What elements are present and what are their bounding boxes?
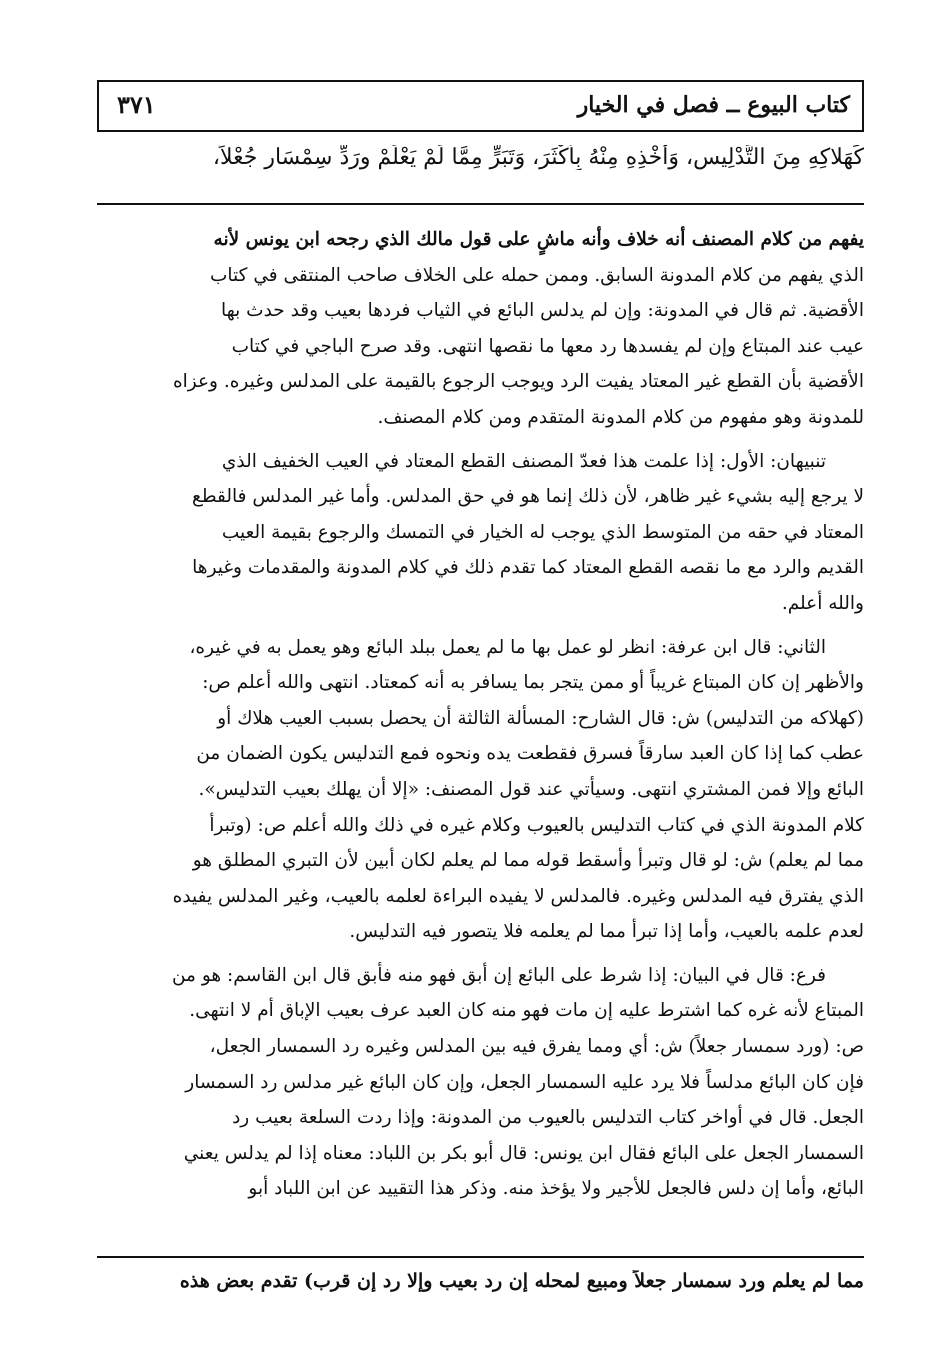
text-line: لا يرجع إليه بشيء غير ظاهر، لأن ذلك إنما هو في حق المدلس. وأما غير المدلس فالقطع [191,486,864,508]
text-line: تنبيهان: الأول: إذا علمت هذا فعدّ المصنف القطع المعتاد في العيب الخفيف الذي [221,450,826,472]
text-line: الجعل. قال في أواخر كتاب التدليس بالعيوب من المدونة: وإذا ردت السلعة بعيب رد [232,1107,864,1129]
text-line: الذي يفهم من كلام المدونة السابق. وممن حمله على الخلاف صاحب المنتقى في كتاب [210,264,864,286]
text-line: المبتاع لأنه غره كما اشترط عليه إن مات فهو منه كان العبد عرف بعيب الإباق أم لا انتهى. [189,1000,864,1022]
text-line: كلام المدونة الذي في كتاب التدليس بالعيوب وكلام غيره في ذلك والله أعلم ص: (وتبرأ [209,814,864,836]
text-line: والله أعلم. [781,592,864,614]
commentary-body [97,222,864,1215]
bottom-divider [97,1256,864,1258]
text-line: الثاني: قال ابن عرفة: انظر لو عمل بها ما لم يعمل ببلد البائع وهو يعمل به في غيره، [189,636,826,658]
text-line: البائع، وأما إن دلس فالجعل للأجير ولا يؤخذ منه. وذكر هذا التقييد عن ابن اللباد أبو [248,1178,864,1200]
text-line: للمدونة وهو مفهوم من كلام المدونة المتقدم ومن كلام المصنف. [377,406,864,428]
paragraph [97,630,864,950]
matn-text-top: كَهَلاكِهِ مِنَ التَّدْلِيسِ، وَأَخْذِهِ مِنْهُ بِأَكْثَرَ، وَتَبَرٍّ مِمَّا لَمْ يَعْلَمْ ورَدِّ سِمْسَارٍ جُعْلاً، [212,145,864,170]
paragraph [97,958,864,1207]
text-line: الأقضية بأن القطع غير المعتاد يفيت الرد ويوجب الرجوع بالقيمة على المدلس وغيره. وعزاه [172,371,864,393]
text-line: فرع: قال في البيان: إذا شرط على البائع إن أبق فهو منه فأبق قال ابن القاسم: هو من [171,964,826,986]
matn-text-bottom: مما لم يعلم ورد سمسار جعلاً ومبيع لمحله إن رد بعيب وإلا رد إن قرب) تقدم بعض هذه [179,1270,864,1292]
text-line: الأقضية. ثم قال في المدونة: وإن لم يدلس البائع في الثياب فردها بعيب وقد حدث بها [220,300,864,322]
text-line: (كهلاكه من التدليس) ش: قال الشارح: المسألة الثالثة أن يحصل بسبب العيب هلاك أو [217,707,864,729]
paragraph [97,222,864,436]
text-line: المعتاد في حقه من المتوسط الذي يوجب له الخيار في التمسك والرجوع بقيمة العيب [221,521,864,543]
text-line: مما لم يعلم) ش: لو قال وتبرأ وأسقط قوله مما لم يعلم لكان أبين لأن التبري المطلق هو [192,850,864,872]
header-title: كتاب البيوع ــ فصل في الخيار [577,92,850,118]
text-line: عطب كما إذا كان العبد سارقاً فسرق فقطعت يده ونحوه فمع التدليس يكون الضمان من [196,743,864,765]
paragraph [97,444,864,622]
text-line: البائع وإلا فمن المشتري انتهى. وسيأتي عند قول المصنف: «إلا أن يهلك بعيب التدليس». [198,778,864,800]
text-line: السمسار الجعل على البائع فقال ابن يونس: قال أبو بكر بن اللباد: معناه إذا لم يدلس يعني [183,1142,864,1164]
top-divider [97,203,864,205]
page-number: ٣٧١ [117,90,156,119]
text-line: الذي يفترق فيه المدلس وغيره. فالمدلس لا يفيده البراءة لعلمه بالعيب، وغير المدلس يفيده [172,885,864,907]
text-line: والأظهر إن كان المبتاع غريباً أو ممن يتجر بما يسافر به أنه كمعتاد. انتهى والله أعلم ص: [202,672,864,694]
text-line: ص: (ورد سمسار جعلاً) ش: أي ومما يفرق فيه بين المدلس وغيره رد السمسار الجعل، [209,1036,864,1058]
text-line: لعدم علمه بالعيب، وأما إذا تبرأ مما لم يعلمه فلا يتصور فيه التدليس. [349,921,864,943]
text-line: عيب عند المبتاع وإن لم يفسدها رد معها ما نقصها انتهى. وقد صرح الباجي في كتاب [231,335,864,357]
page-header [97,80,864,132]
text-line: يفهم من كلام المصنف أنه خلاف وأنه ماشٍ على قول مالك الذي رجحه ابن يونس لأنه [213,229,864,250]
text-line: فإن كان البائع مدلساً فلا يرد عليه السمسار الجعل، وإن كان البائع غير مدلس رد السمسار [185,1071,864,1093]
text-line: القديم والرد مع ما نقصه القطع المعتاد كما تقدم ذلك في كلام المدونة والمقدمات وغيرها [192,557,864,579]
